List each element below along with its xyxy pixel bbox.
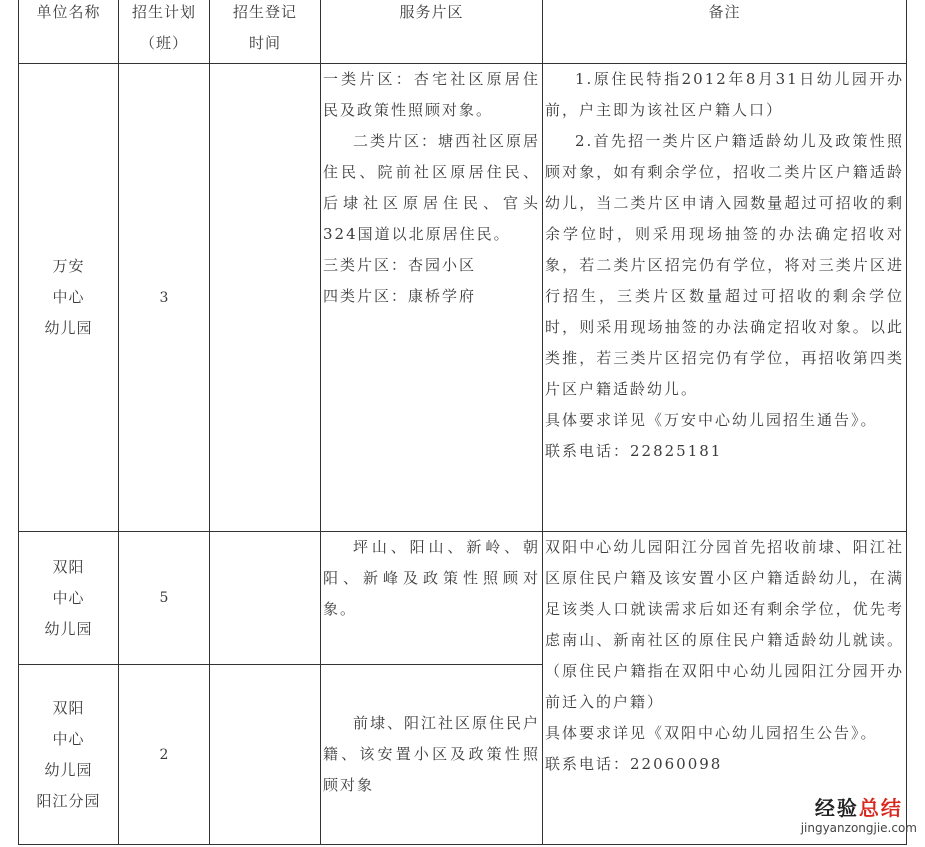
unit-name-cell	[19, 64, 119, 532]
note-paragraph: 1.原住民特指2012年8月31日幼儿园开办前，户主即为该社区户籍人口）	[545, 70, 904, 119]
area-paragraph: 三类片区：杏园小区	[323, 256, 477, 274]
unit-name-line: 幼儿园	[44, 619, 93, 638]
notes-cell	[543, 64, 907, 532]
note-paragraph: 双阳中心幼儿园阳江分园首先招收前埭、阳江社区原住民户籍及该安置小区户籍适龄幼儿，在满足该类人口就读需求后如还有剩余学位，优先考虑南山、新南社区的原住民户籍适龄幼儿就读。（原住民户籍指在双阳中心幼儿园阳江分园开办前迁入的户籍）	[545, 538, 904, 711]
watermark-url: jingyanzongjie.com	[800, 821, 917, 835]
watermark-brand-black: 经验	[814, 796, 859, 820]
table-row	[19, 64, 907, 532]
unit-name-line: 中心	[52, 588, 85, 607]
unit-name-line: 中心	[52, 729, 85, 748]
service-area-cell	[321, 64, 543, 532]
service-area-cell	[321, 665, 543, 845]
unit-name-line: 双阳	[52, 698, 85, 717]
unit-name-line: 阳江分园	[36, 791, 101, 810]
header-service-area: 服务片区	[321, 0, 543, 64]
header-registration-time	[210, 0, 321, 64]
unit-name-line: 幼儿园	[44, 319, 93, 337]
area-paragraph: 一类片区：杏宅社区原居住民及政策性照顾对象。	[323, 70, 540, 119]
plan-cell: 2	[119, 665, 210, 845]
unit-name-line: 万安	[52, 257, 85, 275]
area-paragraph: 前埭、阳江社区原住民户籍、该安置小区及政策性照顾对象	[323, 714, 541, 794]
unit-name-line: 中心	[52, 288, 85, 306]
note-paragraph: 联系电话：22825181	[545, 442, 723, 460]
header-row	[19, 0, 907, 64]
plan-cell: 3	[119, 64, 210, 532]
unit-name-cell	[19, 665, 119, 845]
area-paragraph: 四类片区：康桥学府	[323, 287, 477, 305]
unit-name-cell	[19, 532, 119, 665]
note-paragraph: 2.首先招一类片区户籍适龄幼儿及政策性照顾对象，如有剩余学位，招收二类片区户籍适龄幼儿，当二类片区申请入园数量超过可招收的剩余学位时，则采用现场抽签的办法确定招收对象，若二类片区招完仍有学位，将对三类片区进行招生，三类片区数量超过可招收的剩余学位时，则采用现场抽签的办法确定招收对象。以此类推，若三类片区招完仍有学位，再招收第四类片区户籍适龄幼儿。	[545, 132, 904, 398]
registration-time-cell	[210, 64, 321, 532]
note-paragraph: 具体要求详见《万安中心幼儿园招生通告》。	[545, 411, 878, 429]
table-row	[19, 532, 907, 665]
area-paragraph: 二类片区：塘西社区原居住民、院前社区原居住民、后埭社区原居住民、官头324国道以北原居住民。	[323, 132, 541, 243]
header-unit-name: 单位名称	[19, 0, 119, 64]
header-plan	[119, 0, 210, 64]
note-paragraph: 具体要求详见《双阳中心幼儿园招生公告》。	[545, 724, 878, 742]
note-paragraph: 联系电话：22060098	[545, 755, 723, 773]
watermark	[801, 792, 917, 835]
watermark-brand	[801, 792, 917, 821]
service-area-cell	[321, 532, 543, 665]
header-time-line2: 时间	[248, 34, 281, 52]
watermark-brand-red: 总结	[858, 796, 903, 820]
unit-name-line: 双阳	[52, 557, 85, 576]
unit-name-line: 幼儿园	[44, 760, 93, 779]
header-time-line1: 招生登记	[232, 3, 297, 21]
plan-cell: 5	[119, 532, 210, 665]
header-notes: 备注	[543, 0, 907, 64]
header-plan-line1: 招生计划	[131, 3, 196, 21]
header-plan-line2: （班）	[139, 34, 188, 52]
registration-time-cell	[210, 665, 321, 845]
area-paragraph: 坪山、阳山、新岭、朝阳、新峰及政策性照顾对象。	[323, 538, 540, 618]
enrollment-table	[18, 0, 907, 845]
registration-time-cell	[210, 532, 321, 665]
